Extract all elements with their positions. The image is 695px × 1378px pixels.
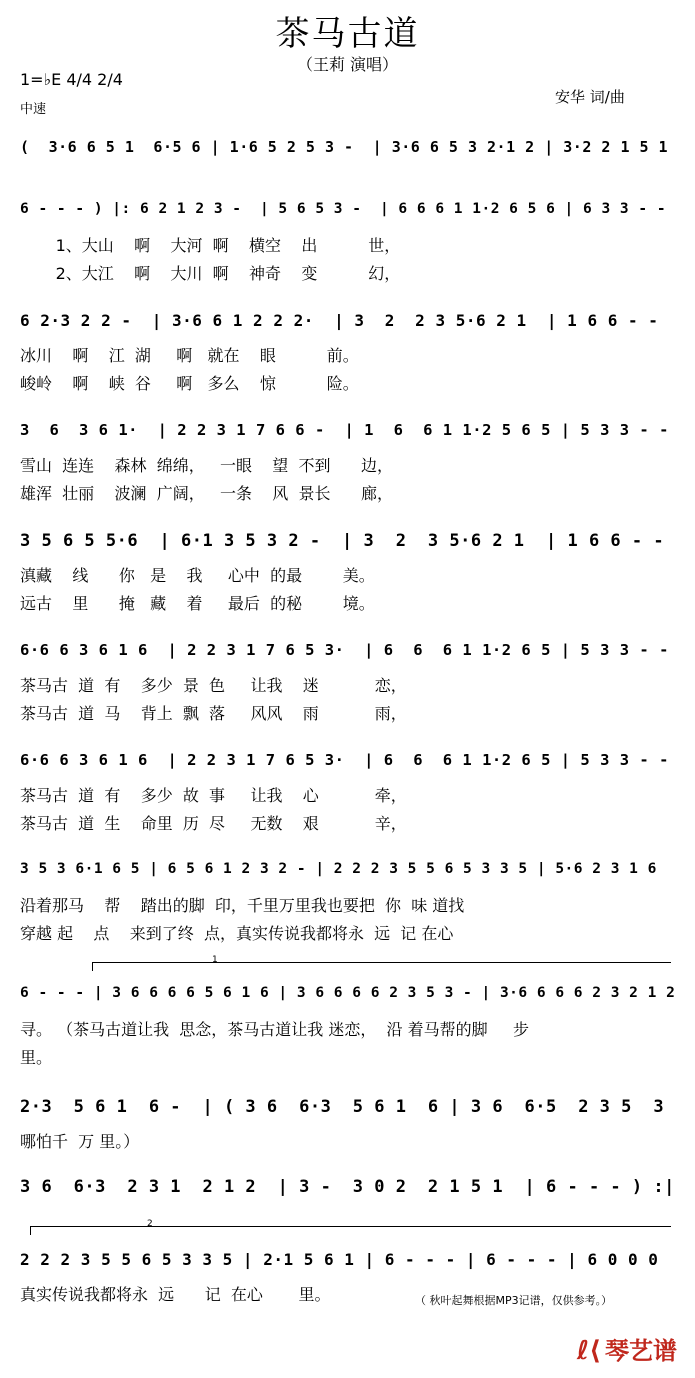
notation-line: 3 6 6·3 2 3 1 2 1 2 | 3 - 3 0 2 2 1 5 1 | 6 - - - ) :|	[20, 1177, 675, 1197]
notation-line: 6 - - - | 3 6 6 6 6 5 6 1 6 | 3 6 6 6 6 2 3 5 3 - | 3·6 6 6 6 2 3 2 1 2	[20, 985, 676, 1001]
transcription-note: （ 秋叶起舞根据MP3记谱，仅供参考。）	[415, 1294, 613, 1307]
key-signature: 1=♭E 4/4 2/4	[20, 70, 123, 89]
logo-text: 琴艺谱	[605, 1337, 677, 1365]
notation-line: 3 5 3 6·1 6 5 | 6 5 6 1 2 3 2 - | 2 2 2 3 5 5 6 5 3 3 5 | 5·6 2 3 1 6	[20, 861, 657, 877]
lyric-line: 远古 里 掩 藏 着 最后 的秘 境。	[20, 594, 375, 613]
lyric-line: 冰川 啊 江 湖 啊 就在 眼 前。	[20, 346, 359, 365]
lyric-line: 2、大江 啊 大川 啊 神奇 变 幻，	[20, 264, 401, 283]
lyric-line: 沿着那马 帮 踏出的脚 印，千里万里我也要把 你 味 道找	[20, 896, 465, 915]
site-logo	[577, 1331, 677, 1366]
first-ending-number: 1	[212, 955, 218, 965]
lyric-line: 1、大山 啊 大河 啊 横空 出 世，	[20, 236, 401, 255]
lyric-line: 茶马古 道 马 背上 飘 落 风风 雨 雨，	[20, 704, 407, 723]
singer-credit: （王莉 演唱）	[296, 55, 399, 74]
notation-line: 2·3 5 6 1 6 - | ( 3 6 6·3 5 6 1 6 | 3 6 6·5 2 3 5 3	[20, 1097, 665, 1117]
lyric-line: 茶马古 道 有 多少 故 事 让我 心 牵，	[20, 786, 407, 805]
lyric-line: 里。	[20, 1048, 53, 1067]
lyric-line: 穿越 起 点 来到了终 点，真实传说我都将永 远 记 在心	[20, 924, 454, 943]
notation-line: 6 2·3 2 2 - | 3·6 6 1 2 2 2· | 3 2 2 3 5·6 2 1 | 1 6 6 - -	[20, 311, 659, 330]
lyric-line: 雪山 连连 森林 绵绵， 一眼 望 不到 边，	[20, 456, 393, 475]
tempo-marking: 中速	[20, 102, 47, 117]
notation-line: 3 6 3 6 1· | 2 2 3 1 7 6 6 - | 1 6 6 1 1·2 5 6 5 | 5 3 3 - -	[20, 421, 669, 439]
logo-icon: ℓ⟨	[576, 1336, 601, 1366]
notation-line: 2 2 2 3 5 5 6 5 3 3 5 | 2·1 5 6 1 | 6 - - - | 6 - - - | 6 0 0 0	[20, 1250, 659, 1269]
lyric-line: 真实传说我都将永 远 记 在心 里。	[20, 1285, 331, 1304]
lyric-line: 滇藏 线 你 是 我 心中 的最 美。	[20, 566, 375, 585]
lyric-line: 茶马古 道 有 多少 景 色 让我 迷 恋，	[20, 676, 407, 695]
lyric-line: 哪怕千 万 里。）	[20, 1132, 140, 1151]
lyric-line: 峻岭 啊 峡 谷 啊 多么 惊 险。	[20, 374, 359, 393]
notation-line: 6·6 6 3 6 1 6 | 2 2 3 1 7 6 5 3· | 6 6 6 1 1·2 6 5 | 5 3 3 - -	[20, 751, 669, 769]
first-ending-bracket	[92, 962, 671, 971]
lyric-line: 茶马古 道 生 命里 历 尽 无数 艰 辛，	[20, 814, 407, 833]
notation-line: 6·6 6 3 6 1 6 | 2 2 3 1 7 6 5 3· | 6 6 6 1 1·2 6 5 | 5 3 3 - -	[20, 641, 669, 659]
notation-line: ( 3·6 6 5 1 6·5 6 | 1·6 5 2 5 3 - | 3·6 6 5 3 2·1 2 | 3·2 2 1 5 1	[20, 138, 669, 156]
composer-credit: 安华 词/曲	[555, 88, 625, 106]
song-title: 茶马古道	[275, 14, 420, 54]
notation-line: 6 - - - ) |: 6 2 1 2 3 - | 5 6 5 3 - | 6 6 6 1 1·2 6 5 6 | 6 3 3 - -	[20, 201, 667, 217]
lyric-line: 雄浑 壮丽 波澜 广阔， 一条 风 景长 廊，	[20, 484, 393, 503]
notation-line: 3 5 6 5 5·6 | 6·1 3 5 3 2 - | 3 2 3 5·6 2 1 | 1 6 6 - -	[20, 531, 665, 551]
lyric-line: 寻。 （茶马古道让我 思念，茶马古道让我 迷恋， 沿 着马帮的脚 步	[20, 1020, 530, 1039]
second-ending-bracket	[30, 1226, 671, 1235]
second-ending-number: 2	[147, 1219, 153, 1229]
